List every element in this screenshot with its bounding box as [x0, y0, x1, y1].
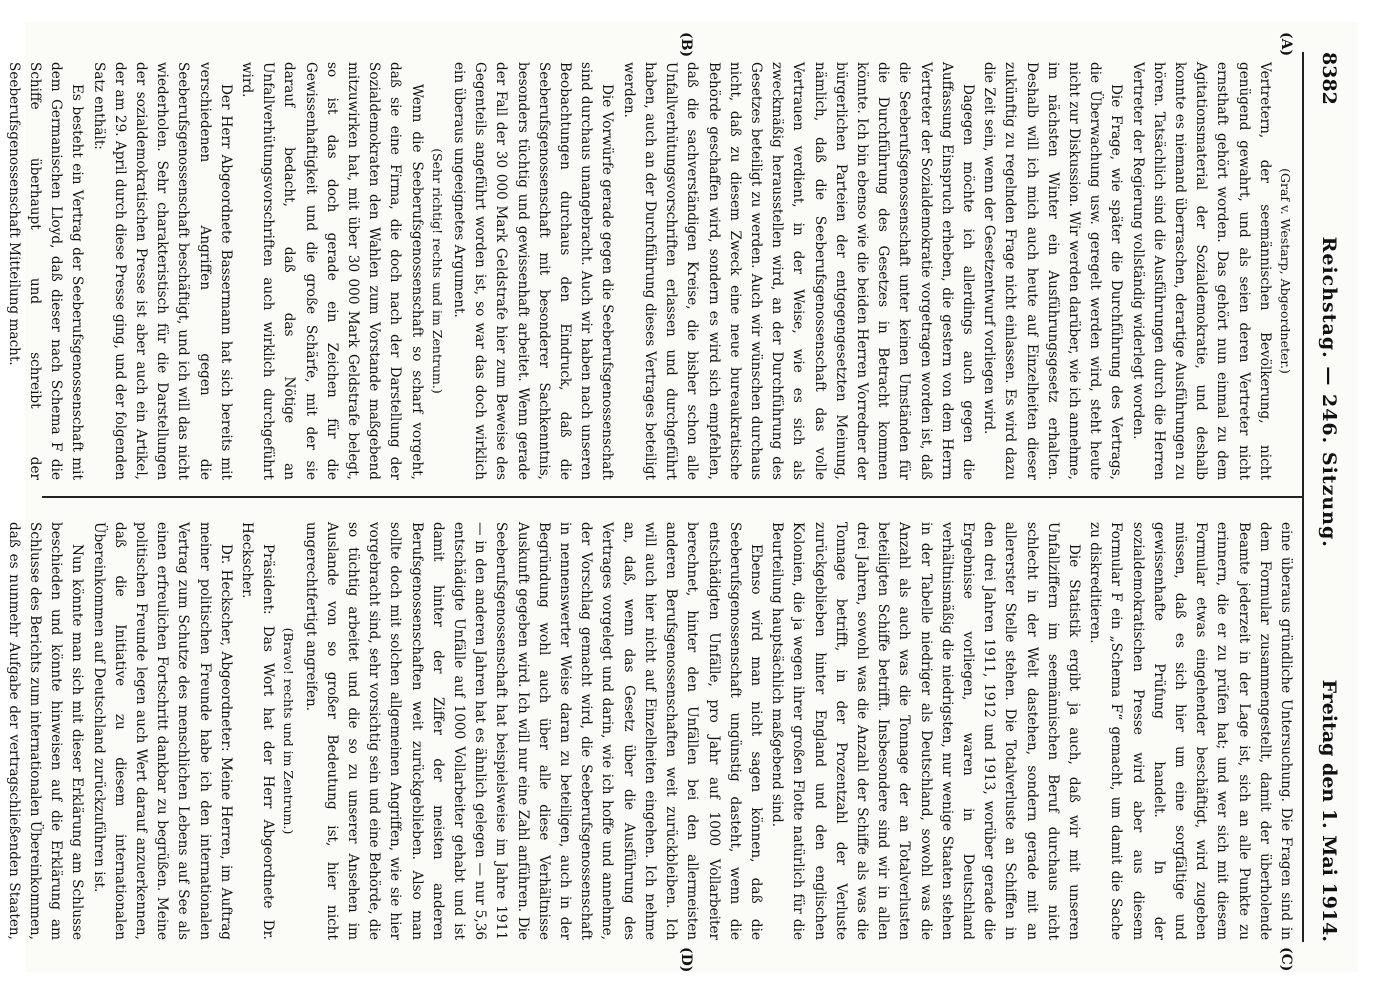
paragraph: Dr. Heckscher, Abgeordneter: Meine Herren, im Auftrag meiner politischen Freunde habe ich den internationalen Vertrag zum Schutze des menschlichen Lebens auf See als einen erfreulichen Fortschritt dankbar zu begrüßen. Meine politischen Freunde legen auch Wert darauf anzuerkennen, daß die Initiative zu diesem internationalen Übereinkommen auf Deutschland zurückzuführen ist.: [90, 522, 234, 940]
paragraph: eine überaus gründliche Untersuchung. Die Fragen sind in dem Formular zusammengestellt, damit der überholende Beamte jederzeit in der Lage ist, sich an alle Punkte zu erinnern, die er zu prüfen hat; und wer sich mit diesem Formular etwas eingehender beschäftigt, wird zugeben müssen, daß es sich hier um eine sorgfältige und gewissenhafte Prüfung handelt. In der sozialdemokratischen Presse wird aber aus diesem Formular F ein „Schema F“ gemacht, um damit die Sache zu diskreditieren.: [1087, 522, 1294, 940]
margin-marker-d: (D): [678, 947, 694, 973]
header-rule: [1302, 52, 1304, 942]
quotation: Es besteht ein Vertrag der Seeberufsgenossenschaft mit dem Germanischen Lloyd, daß dieser nach Schema F die Schiffe überhaupt und schreibt der Seeberufsgenossenschaft Mitteilung macht.: [5, 62, 86, 480]
paragraph: [0, 62, 3, 480]
interjection: (Bravo! rechts und im Zentrum.): [281, 627, 297, 835]
interjection: (Sehr richtig! rechts und im Zentrum.): [429, 148, 445, 394]
column-divider: [42, 496, 1302, 498]
paragraph: Ebenso wird man nicht sagen können, daß die Seeberufsgenossenschaft ungünstig dasteht, wenn die entschädigten Unfälle, pro Jahr auf 1000 Vollarbeiter berechnet, hinter den Unfällen bei den allermeisten anderen Berufsgenossenschaften weit zurückbleiben. Ich will auch hier nicht auf Einzelheiten eingehen. Ich nehme an, daß, wenn das Gesetz über die Ausführung des Vertrages vorgelegt und darin, wie ich hoffe und annehme, der Vorschlag gemacht wird, die Seeberufsgenossenschaft in nennenswerter Weise daran zu beteiligen, auch in der Begründung wohl auch über alle diese Verhältnisse Auskunft gegeben wird. Ich will nur eine Zahl anführen. Die Seeberufsgenossenschaft hat beispielsweise im Jahre 1911 — in den anderen Jahren hat es ähnlich gelegen — nur 5,36 entschädigte Unfälle auf 1000 Vollarbeiter gehabt und ist damit hinter der Ziffer der meisten anderen Berufsgenossenschaften weit zurückgeblieben. Also man sollte doch mit solchen allgemeinen Angriffen, wie sie hier vorgebracht sind, sehr vorsichtig sein und eine Behörde, die so tüchtig arbeitet und die so zu unserer Ansehen im Auslande von so großer Bedeutung ist, hier nicht ungerechtfertigt angreifen.: [302, 522, 764, 940]
header-date: Freitag den 1. Mai 1914.: [1318, 679, 1340, 942]
paragraph: Die Vorwürfe gerade gegen die Seeberufsgenossenschaft sind durchaus unangebracht. Auch wir haben nach unseren Beobachtungen durchaus den Eindruck, daß die Seeberufsgenossenschaft mit besonderer Sachkenntnis, besonders tüchtig und gewissenhaft arbeitet. Wenn gerade der Fall der 30 000 Mark Geldstrafe hier zum Beweise des Gegenteils angeführt worden ist, so war das doch wirklich ein überaus ungeeignetes Argument.: [451, 62, 616, 480]
speaker-intro: (Graf v. Westarp, Abgeordneter.): [1278, 168, 1293, 374]
paragraph: Nun könnte man sich mit dieser Erklärung am Schlusse beschieden und könnte hinweisen auf die Erklärung am Schlusse des Berichts zum internationalen Übereinkommen, daß es nunmehr Aufgabe der vertragschließenden Staaten,: [5, 522, 86, 940]
rotated-document-page: [5, 22, 1358, 973]
paragraph: Vertretern, der seemännischen Bevölkerung, nicht genügend gewahrt, und als seien deren Vertreter nicht ernsthaft gehört worden. Das gehört nun einmal zu dem Agitationsmaterial der Sozialdemokratie, und deshalb konnte es niemand überraschen, derartige Ausführungen zu hören. Tatsächlich sind die Ausführungen durch die Herren Vertreter der Regierung vollständig widerlegt worden.: [1129, 62, 1273, 480]
paragraph: Dagegen möchte ich allerdings auch gegen die Auffassung Einspruch erheben, die gestern von dem Herrn Vertreter der Sozialdemokratie vorgetragen worden ist, daß die Seeberufsgenossenschaft unter keinen Umständen für die Durchführung des Gesetzes in Betracht kommen könnte. Ich bin ebenso wie die beiden Herren Vorredner der bürgerlichen Parteien der entgegengesetzten Meinung, nämlich, daß die Seeberufsgenossenschaft das volle Vertrauen verdient, in der Weise, wie es sich als zweckmäßig herausstellen wird, an der Durchführung des Gesetzes beteiligt zu werden. Auch wir wünschen durchaus nicht, daß zu diesem Zweck eine neue bureaukratische Behörde geschaffen wird, sondern es wird sich empfehlen, daß die sachverständigen Kreise, die bisher schon alle Unfallverhütungsvorschriften erlassen und durchgeführt haben, auch an der Durchführung dieses Vertrages beteiligt werden.: [620, 62, 976, 480]
paragraph: Der Herr Abgeordnete Bassermann hat sich bereits mit verschiedenen Angriffen gegen die Seeberufsgenossenschaft beschäftigt, und ich will das nicht wiederholen. Sehr charakteristisch für die Darstellungen der sozialdemokratischen Presse ist aber auch ein Artikel, der am 29. April durch diese Presse ging, und der folgenden Satz enthält:: [90, 62, 234, 480]
paragraph: Die Statistik ergibt ja auch, daß wir mit unseren Unfallziffern im seemännischen Beruf durchaus nicht schlecht in der Welt dastehen, sondern gerade mit an allererster Stelle stehen. Die Totalverluste an Schiffen in den drei Jahren 1911, 1912 und 1913, worüber gerade die Ergebnisse vorliegen, waren in Deutschland verhältnismäßig die niedrigsten, nur wenige Staaten stehen in der Tabelle niedriger als Deutschland, sowohl was die Anzahl als auch was die Tonnage der an Totalverlusten beteiligten Schiffe betrifft. Insbesondere sind wir in allen drei Jahren, sowohl was die Anzahl der Schiffe als was die Tonnage betrifft, in der Prozentzahl der Verluste zurückgeblieben hinter England und den englischen Kolonien, die ja wegen ihrer großen Flotte natürlich für die Beurteilung hauptsächlich maßgebend sind.: [769, 522, 1082, 940]
margin-marker-b: (B): [678, 32, 694, 58]
page-number: 8382: [1318, 52, 1340, 105]
margin-marker-c: (C): [1278, 947, 1294, 972]
paragraph: Präsident: Das Wort hat der Herr Abgeordnete Dr. Heckscher.: [239, 522, 277, 940]
margin-marker-a: (A): [1278, 32, 1294, 57]
page-header: [1308, 52, 1340, 942]
left-text-column: [5, 62, 1296, 480]
right-text-column: [5, 522, 1296, 940]
paragraph: Wenn die Seeberufsgenossenschaft so scharf vorgeht, daß sie eine Firma, die doch nach der Darstellung der Sozialdemokraten den Wahlen zum Vorstande maßgebend mitzuwirken hat, mit über 30 000 Mark Geldstrafe belegt, so ist das doch gerade ein Zeichen für die Gewissenhaftigkeit und die große Schärfe, mit der sie darauf bedacht, daß das Nötige an Unfallverhütungsvorschriften auch wirklich durchgeführt wird.: [239, 62, 425, 480]
paragraph: Die Frage, wie später die Durchführung des Vertrags, die Überwachung usw. geregelt werden wird, steht heute nicht zur Diskussion. Wir werden darüber, wie ich annehme, im nächsten Winter ein Ausführungsgesetz erhalten. Deshalb will ich mich auch heute auf Einzelheiten dieser zukünftig zu regelnden Frage nicht einlassen. Es wird dazu die Zeit sein, wenn der Gesetzentwurf vorliegen wird.: [981, 62, 1125, 480]
header-title: Reichstag. — 246. Sitzung.: [1318, 236, 1340, 548]
